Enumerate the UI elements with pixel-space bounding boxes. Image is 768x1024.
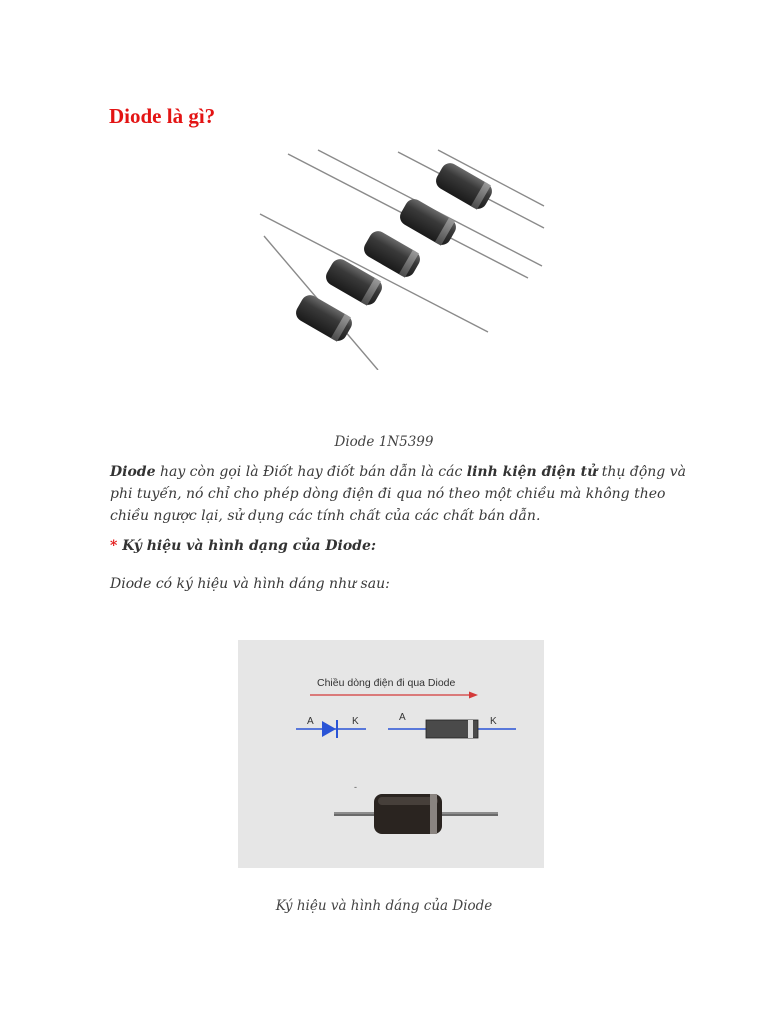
section-intro: Diode có ký hiệu và hình dáng như sau: xyxy=(110,576,390,592)
definition-text-1: hay còn gọi là Điốt hay điốt bán dẫn là các xyxy=(155,464,467,480)
figure1-caption: Diode 1N5399 xyxy=(334,434,434,450)
diode-symbol-figure xyxy=(238,640,544,868)
figure2-caption: Ký hiệu và hình dáng của Diode xyxy=(275,898,493,914)
page-title: Diode là gì? xyxy=(109,104,216,128)
definition-text-2: thụ động và phi tuyến, nó chỉ cho phép dòng điện đi qua nó theo một chiều mà không theo chiều ngược lại, sử dụng các tính chất của các chất bán dẫn. xyxy=(110,464,686,524)
package-anode-label: A xyxy=(399,712,406,723)
bullet-star: * xyxy=(110,538,118,554)
diode-photo xyxy=(258,148,546,370)
definition-paragraph xyxy=(110,461,700,527)
symbol-anode-label: A xyxy=(307,716,314,727)
symbol-cathode-label: K xyxy=(352,716,359,727)
package-cathode-label: K xyxy=(490,716,497,727)
section-heading-colon: : xyxy=(370,538,377,554)
term-electronic-components: linh kiện điện tử xyxy=(466,464,598,480)
current-direction-label: Chiều dòng điện đi qua Diode xyxy=(317,677,456,689)
section-heading xyxy=(110,538,376,554)
term-diode: Diode xyxy=(110,464,156,480)
section-heading-text: Ký hiệu và hình dạng của Diode xyxy=(117,538,371,554)
svg-text:-: - xyxy=(354,782,357,792)
